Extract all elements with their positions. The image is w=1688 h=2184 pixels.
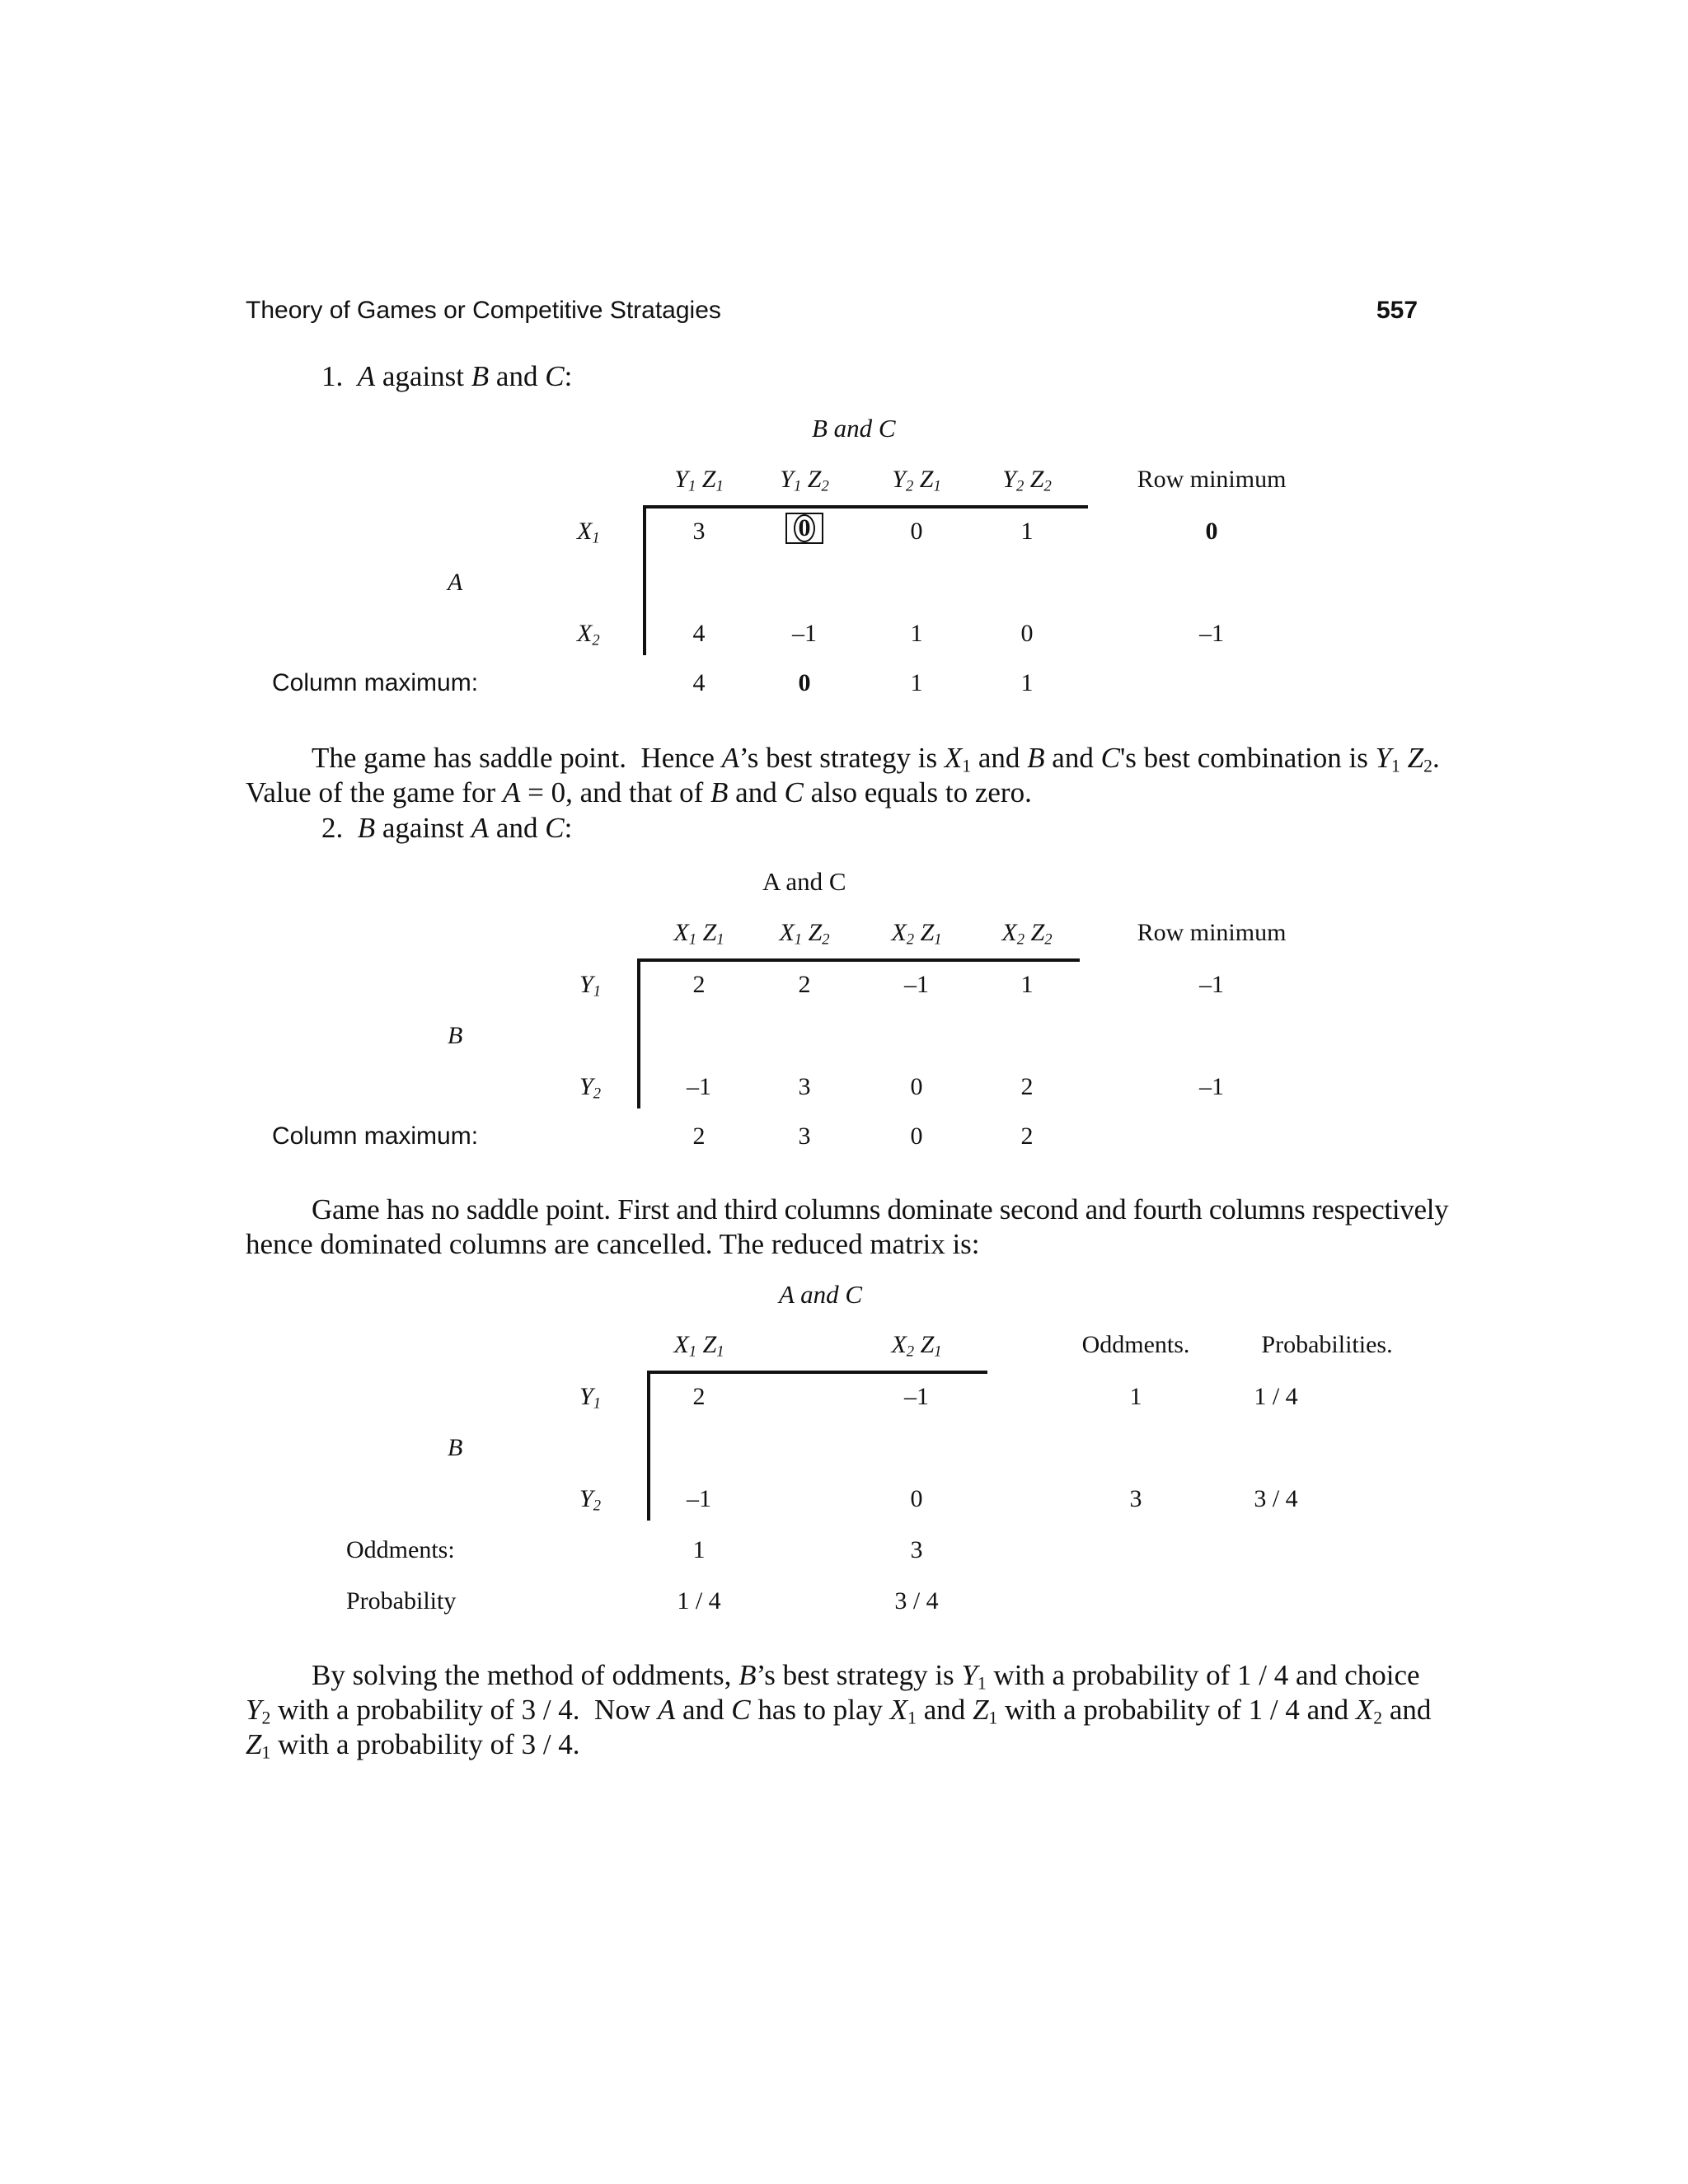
table1-row-label-x2: $X_2$ xyxy=(577,620,600,649)
table1-col-header-2: $Y_1$ $Z_2$ xyxy=(780,466,829,495)
table2-row-min: –1 xyxy=(1199,1073,1224,1100)
table3-col-oddment: 3 xyxy=(910,1536,923,1563)
table1-col-max: 0 xyxy=(798,669,811,696)
table2-col-max: 0 xyxy=(910,1122,923,1150)
table2-top-rule xyxy=(637,958,1080,962)
table1-row-player: A xyxy=(448,569,463,596)
table1-cell: 4 xyxy=(692,620,706,647)
saddle-point-box xyxy=(785,513,823,544)
table2-col-max: 3 xyxy=(798,1122,811,1150)
table2-col-group-label: A and C xyxy=(762,867,846,896)
table2-cell: 2 xyxy=(798,971,811,998)
table2-col-header-1: $X_1$ $Z_1$ xyxy=(673,919,724,949)
table2-row-label-y1: $Y_1$ xyxy=(579,971,601,1001)
table3-cell: 0 xyxy=(910,1485,923,1512)
table2-col-max: 2 xyxy=(1020,1122,1034,1150)
table2-row-player: B xyxy=(448,1022,463,1049)
table1-cell: –1 xyxy=(792,620,817,647)
table3-oddments-label: Oddments: xyxy=(346,1536,455,1563)
table1-row-min: –1 xyxy=(1199,620,1224,647)
table2-col-max-label: Column maximum: xyxy=(272,1122,479,1150)
para1-line2: Value of the game for A = 0, and that of B and C also equals to zero. xyxy=(246,776,1032,808)
table3-col-header-1: $X_1$ $Z_1$ xyxy=(673,1331,724,1361)
table2-cell: 2 xyxy=(692,971,706,998)
table2-cell: –1 xyxy=(904,971,929,998)
table1-cell: 3 xyxy=(692,518,706,545)
table3-row-oddment: 3 xyxy=(1129,1485,1142,1512)
table3-col-oddment: 1 xyxy=(692,1536,706,1563)
table3-col-probability: 3 / 4 xyxy=(894,1587,939,1615)
table2-row-min: –1 xyxy=(1199,971,1224,998)
para2-line2: hence dominated columns are cancelled. The reduced matrix is: xyxy=(246,1228,980,1260)
table3-row-probability: 3 / 4 xyxy=(1254,1485,1298,1512)
table1-col-header-3: $Y_2$ $Z_1$ xyxy=(892,466,941,495)
table1-col-max: 1 xyxy=(1020,669,1034,696)
table3-col-group-label: A and C xyxy=(779,1280,863,1309)
table3-row-label-y1: $Y_1$ xyxy=(579,1383,601,1413)
table2-col-header-4: $X_2$ $Z_2$ xyxy=(1001,919,1053,949)
table3-row-oddment: 1 xyxy=(1129,1383,1142,1410)
table3-col-header-2: $X_2$ $Z_1$ xyxy=(891,1331,942,1361)
table2-row-label-y2: $Y_2$ xyxy=(579,1073,601,1103)
page-number: 557 xyxy=(1376,297,1418,324)
table3-col-probability: 1 / 4 xyxy=(677,1587,721,1615)
table3-top-rule xyxy=(647,1371,987,1374)
table3-probability-label: Probability xyxy=(346,1587,457,1615)
table3-cell: –1 xyxy=(904,1383,929,1410)
table3-row-label-y2: $Y_2$ xyxy=(579,1485,601,1515)
saddle-point-value: 0 xyxy=(794,514,815,542)
para3-line1: By solving the method of oddments, B’s best strategy is $Y_1$ with a probability of 1 / 4 and choice xyxy=(312,1659,1420,1694)
table1-row-min-header: Row minimum xyxy=(1137,466,1287,493)
table1-top-rule xyxy=(643,505,1088,509)
table3-row-player: B xyxy=(448,1434,463,1461)
table2-cell: 1 xyxy=(1020,971,1034,998)
table3-probabilities-header: Probabilities. xyxy=(1261,1331,1393,1358)
table3-cell: –1 xyxy=(687,1485,711,1512)
table1-row-label-x1: $X_1$ xyxy=(577,518,600,547)
table1-cell: 0 xyxy=(910,518,923,545)
table2-col-max: 2 xyxy=(692,1122,706,1150)
table1-col-max: 4 xyxy=(692,669,706,696)
table1-left-rule xyxy=(643,505,646,655)
table3-row-probability: 1 / 4 xyxy=(1254,1383,1298,1410)
para3-line3: $Z_1$ with a probability of 3 / 4. xyxy=(246,1728,580,1763)
table2-cell: –1 xyxy=(687,1073,711,1100)
table2-cell: 3 xyxy=(798,1073,811,1100)
table3-cell: 2 xyxy=(692,1383,706,1410)
table1-cell: 1 xyxy=(910,620,923,647)
running-header: Theory of Games or Competitive Stratagies xyxy=(246,297,721,324)
table1-saddle-cell xyxy=(755,513,854,544)
table1-col-header-4: $Y_2$ $Z_2$ xyxy=(1002,466,1052,495)
section1-heading: 1. A against B and C: xyxy=(321,360,573,392)
table1-col-max-label: Column maximum: xyxy=(272,669,479,696)
table2-left-rule xyxy=(637,958,640,1108)
table1-col-group-label: B and C xyxy=(812,414,896,443)
para3-line2: $Y_2$ with a probability of 3 / 4. Now A and C has to play $X_1$ and $Z_1$ with a probability of 1 / 4 and $X_2$ and xyxy=(246,1694,1432,1728)
table1-cell: 1 xyxy=(1020,518,1034,545)
table1-col-max: 1 xyxy=(910,669,923,696)
table1-cell: 0 xyxy=(1020,620,1034,647)
table1-col-header-1: $Y_1$ $Z_1$ xyxy=(674,466,724,495)
para2-line1: Game has no saddle point. First and third columns dominate second and fourth columns respectively xyxy=(312,1193,1449,1226)
para1-line1: The game has saddle point. Hence A’s best strategy is $X_1$ and B and C's best combination is $Y_1$ $Z_2$. xyxy=(312,742,1440,776)
table2-row-min-header: Row minimum xyxy=(1137,919,1287,946)
table3-oddments-header: Oddments. xyxy=(1081,1331,1190,1358)
section2-heading: 2. B against A and C: xyxy=(321,812,573,844)
table2-cell: 0 xyxy=(910,1073,923,1100)
table1-row-min: 0 xyxy=(1205,518,1218,545)
table2-col-header-3: $X_2$ $Z_1$ xyxy=(891,919,942,949)
table2-cell: 2 xyxy=(1020,1073,1034,1100)
table2-col-header-2: $X_1$ $Z_2$ xyxy=(779,919,830,949)
